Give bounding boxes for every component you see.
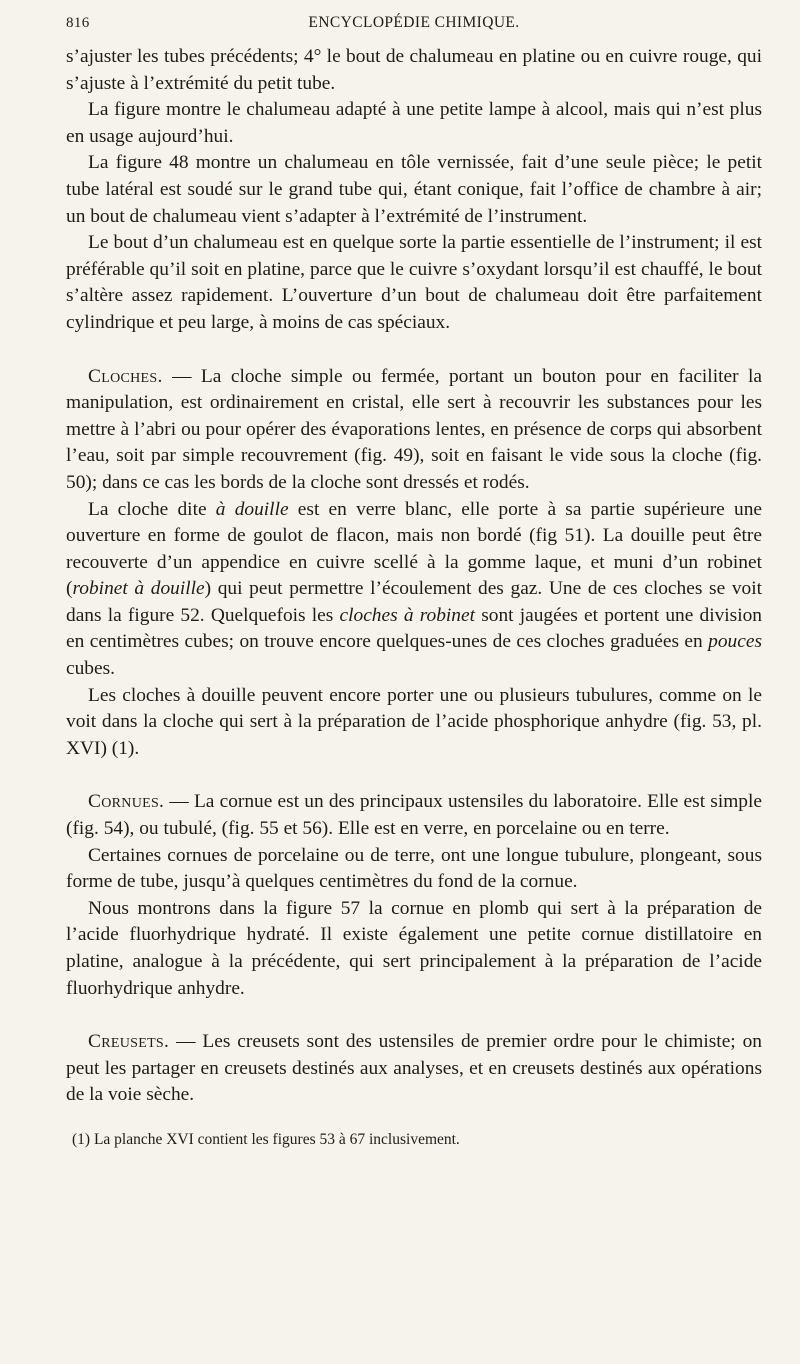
section-heading-cornues: Cornues. xyxy=(88,791,165,813)
section-creusets xyxy=(66,1029,762,1109)
paragraph: s’ajuster les tubes précédents; 4° le bout de chalumeau en platine ou en cuivre rouge, qui s’ajuste à l’extrémité du petit tube. xyxy=(66,46,762,94)
body-text xyxy=(66,44,762,1109)
section-gap xyxy=(66,762,762,789)
paragraph: Certaines cornues de porcelaine ou de terre, ont une longue tubulure, plongeant, sous forme de tube, jusqu’à quelques centimètres du fond de la cornue. xyxy=(66,844,762,893)
text-run: La cloche dite xyxy=(88,498,216,520)
text-run: sont jaugées et portent une division en centimètres cubes; on trouve encore quelques-unes de ces cloches graduées en xyxy=(66,604,762,653)
text-run: ) qui peut permettre l’écoulement des gaz. Une de ces cloches se voit dans la figure 52. Quelquefois les xyxy=(66,578,762,626)
paragraph-text: — La cornue est un des principaux ustensiles du laboratoire. Elle est simple (fig. 54), ou tubulé, (fig. 55 et 56). Elle est en verre, en porcelaine ou en terre. xyxy=(66,791,762,840)
paragraph: Le bout d’un chalumeau est en quelque sorte la partie essentielle de l’instrument; il est préférable qu’il soit en platine, parce que le cuivre s’oxydant lorsqu’il est chauffé, le bout s’altère assez rapidement. L’ouverture d’un bout de chalumeau doit être parfaitement cylindrique et peu large, à moins de cas spéciaux. xyxy=(66,232,762,333)
paragraph-text: — La cloche simple ou fermée, portant un bouton pour en faciliter la manipulation, est ordinairement en cristal, elle sert à recouvrir les substances pour les mettre à l’abri ou pour opérer des évaporations lentes, en présence de corps qui absorbent l’eau, soit par simple recouvrement (fig. 49), soit en faisant le vide sous la cloche (fig. 50); dans ce cas les bords de la cloche sont dressés et rodés. xyxy=(66,365,762,493)
running-title: ENCYCLOPÉDIE CHIMIQUE. xyxy=(308,14,520,31)
italic-term: robinet à douille xyxy=(72,578,205,600)
italic-term: cloches à robinet xyxy=(339,604,476,626)
section-cloches xyxy=(66,364,762,497)
paragraph: La figure montre le chalumeau adapté à une petite lampe à alcool, mais qui n’est plus en usage aujourd’hui. xyxy=(66,99,762,147)
running-header xyxy=(66,14,762,44)
paragraph-text: — Les creusets sont des ustensiles de premier ordre pour le chimiste; on peut les partager en creusets destinés aux analyses, et en creusets destinés aux opérations de la voie sèche. xyxy=(66,1031,762,1106)
paragraph: Les cloches à douille peuvent encore porter une ou plusieurs tubulures, comme on le voit dans la cloche qui sert à la préparation de l’acide phosphorique anhydre (fig. 53, pl. XVI) (1). xyxy=(66,684,762,759)
italic-term: à douille xyxy=(215,498,289,520)
page-number: 816 xyxy=(66,15,90,31)
paragraph xyxy=(66,497,762,683)
section-heading-cloches: Cloches. xyxy=(88,365,163,387)
section-gap xyxy=(66,337,762,364)
section-cornues xyxy=(66,789,762,842)
paragraph: Nous montrons dans la figure 57 la cornue en plomb qui sert à la préparation de l’acide fluorhydrique hydraté. Il existe également une petite cornue distillatoire en platine, analogue à la précédente, qui sert principalement à la préparation de l’acide fluorhydrique anhydre. xyxy=(66,897,762,999)
text-run: cubes. xyxy=(66,658,115,680)
footnote: (1) La planche XVI contient les figures 53 à 67 inclusivement. xyxy=(72,1130,460,1148)
text-run: est en verre blanc, elle porte à sa partie supérieure une ouverture en forme de goulot de flacon, mais non bordé (fig 51). La douille peut être recouverte d’un appendice en cuivre scellé à la gomme laque, et muni d’un robinet ( xyxy=(66,498,762,600)
paragraph: La figure 48 montre un chalumeau en tôle vernissée, fait d’une seule pièce; le petit tube latéral est soudé sur le grand tube qui, étant conique, fait l’office de chambre à air; un bout de chalumeau vient s’adapter à l’extrémité de l’instrument. xyxy=(66,152,762,227)
section-gap xyxy=(66,1002,762,1029)
italic-term: pouces xyxy=(708,631,762,653)
section-heading-creusets: Creusets. xyxy=(88,1031,170,1053)
